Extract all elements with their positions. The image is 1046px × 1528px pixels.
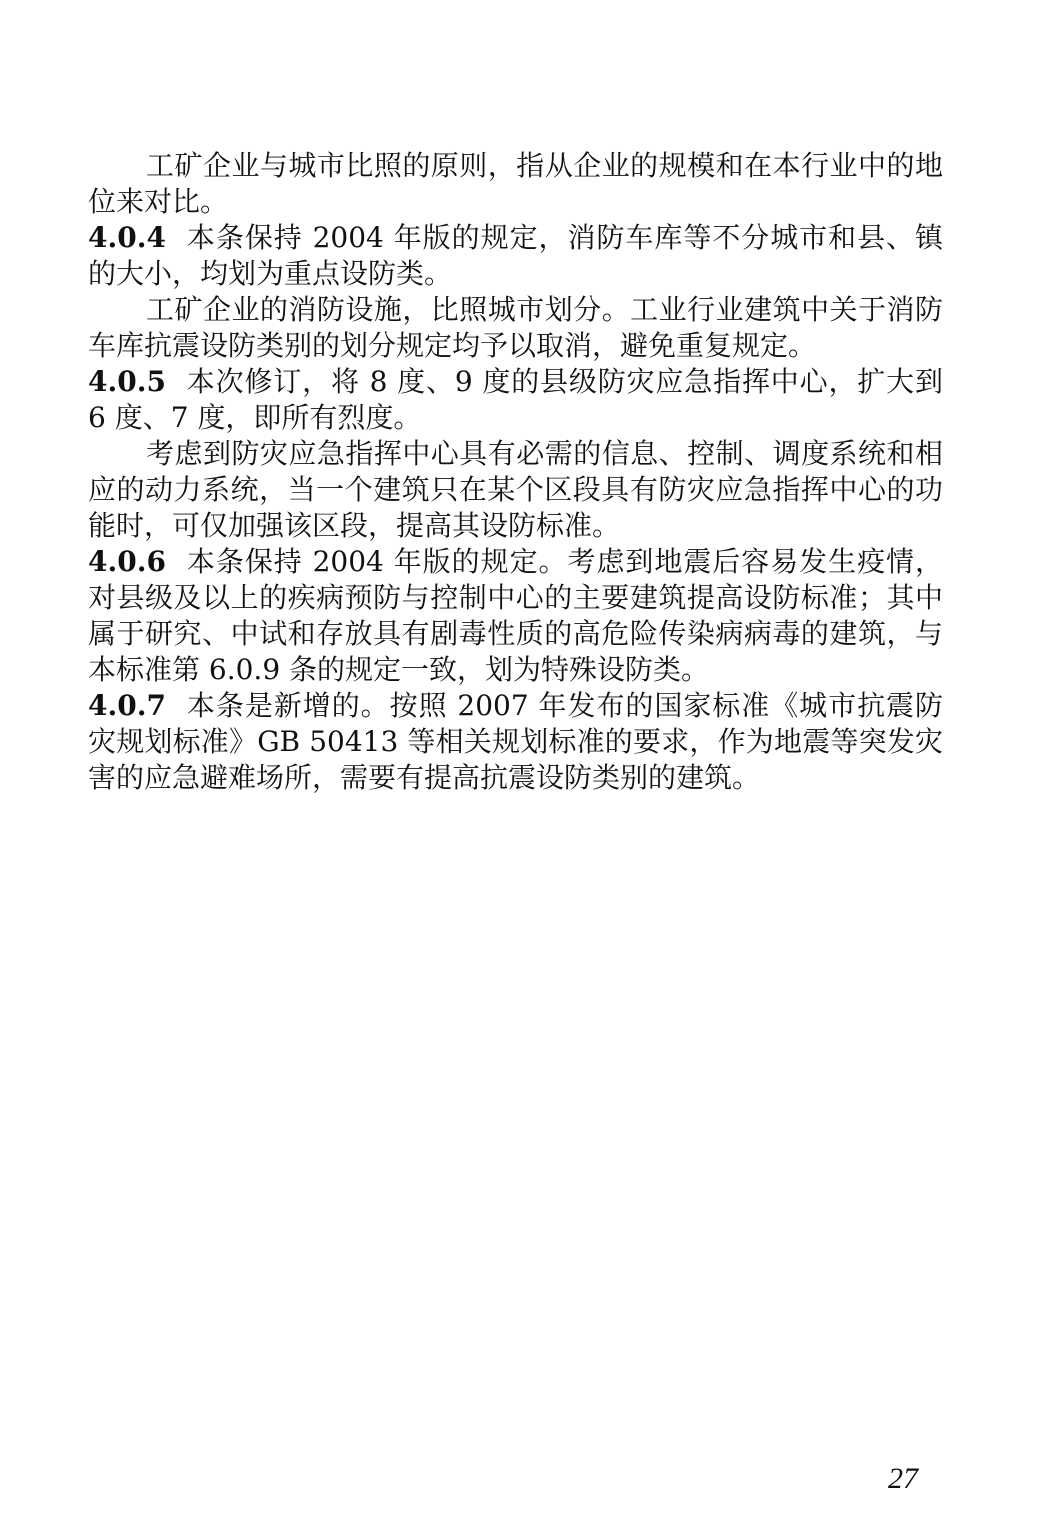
- clause-4-0-5: [88, 364, 943, 436]
- paragraph-3: 工矿企业的消防设施，比照城市划分。工业行业建筑中关于消防车库抗震设防类别的划分规定均予以取消，避免重复规定。: [88, 293, 943, 362]
- clause-text: 本次修订，将 8 度、9 度的县级防灾应急指挥中心，扩大到 6 度、7 度，即所有烈度。: [88, 365, 943, 434]
- clause-4-0-6: [88, 544, 943, 688]
- clause-text: 本条是新增的。按照 2007 年发布的国家标准《城市抗震防灾规划标准》GB 50413 等相关规划标准的要求，作为地震等突发灾害的应急避难场所，需要有提高抗震设防类别的建筑。: [88, 689, 943, 794]
- clause-number: 4.0.6: [88, 545, 166, 578]
- clause-number: 4.0.4: [88, 221, 166, 254]
- paragraph-1: 工矿企业与城市比照的原则，指从企业的规模和在本行业中的地位来对比。: [88, 149, 943, 218]
- clause-4-0-4: [88, 220, 943, 292]
- clause-number: 4.0.5: [88, 365, 166, 398]
- page-number: 27: [888, 1462, 918, 1495]
- document-body: [88, 148, 943, 796]
- clause-4-0-7: [88, 688, 943, 796]
- clause-text: 本条保持 2004 年版的规定，消防车库等不分城市和县、镇的大小，均划为重点设防类。: [88, 221, 943, 290]
- clause-text: 本条保持 2004 年版的规定。考虑到地震后容易发生疫情，对县级及以上的疾病预防与控制中心的主要建筑提高设防标准；其中属于研究、中试和存放具有剧毒性质的高危险传染病病毒的建筑，与本标准第 6.0.9 条的规定一致，划为特殊设防类。: [88, 545, 943, 686]
- clause-number: 4.0.7: [88, 689, 166, 722]
- paragraph-5: 考虑到防灾应急指挥中心具有必需的信息、控制、调度系统和相应的动力系统，当一个建筑只在某个区段具有防灾应急指挥中心的功能时，可仅加强该区段，提高其设防标准。: [88, 437, 943, 542]
